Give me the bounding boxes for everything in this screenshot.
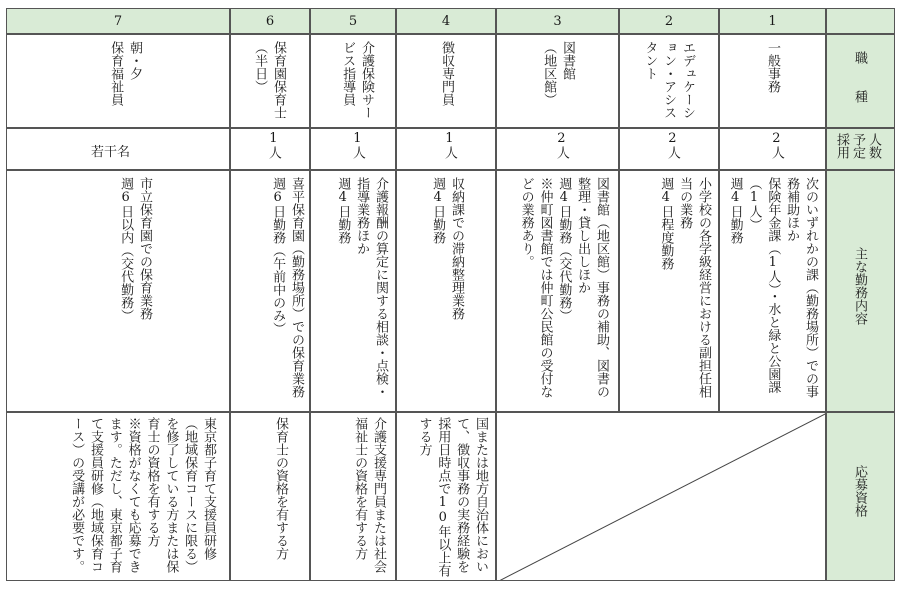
job-title-4 xyxy=(396,34,496,128)
duties-2 xyxy=(619,170,719,412)
job-title-2-text: エデュケーション・アシスタント xyxy=(642,41,695,119)
job-title-2 xyxy=(619,34,719,128)
col-number-2: 2 xyxy=(619,8,719,34)
row-header-count-line1: 採用 xyxy=(834,133,849,159)
job-title-4-text: 徴収専門員 xyxy=(439,41,454,106)
duties-6 xyxy=(230,170,310,412)
row-header-count xyxy=(826,128,895,170)
col-number-3: 3 xyxy=(496,8,619,34)
job-title-6 xyxy=(230,34,310,128)
qualification-7-text: 東京都子育て支援員研修（地域保育コースに限る）を修了している方または保育士の資格を有する方 ※資格がなくても応募できます。ただし、東京都子育て支援員研修（地域保育コース）の受講が必要です。 xyxy=(69,417,216,573)
duties-4-text: 収納課での滞納整理業務 週4日勤務 xyxy=(430,177,464,320)
qualification-4 xyxy=(396,412,496,581)
count-1-text: 2人 xyxy=(768,131,784,159)
col-number-4: 4 xyxy=(396,8,496,34)
row-header-qualification-text: 応募資格 xyxy=(852,465,867,517)
duties-3-text: 図書館（地区館）事務の補助、図書の整理・貸し出しほか 週4日勤務（交代勤務） ※仲町図書館では仲町公民館の受付などの業務あり。 xyxy=(518,177,609,398)
duties-1-text: 次のいずれかの課（勤務場所）での事務補助ほか 保険年金課（1人）・水と緑と公園課（1人） 週4日勤務 xyxy=(727,177,818,398)
duties-6-text: 喜平保育園（勤務場所）での保育業務 週6日勤務（午前中のみ） xyxy=(270,177,304,398)
col-number-5: 5 xyxy=(310,8,396,34)
job-title-1-text: 一般事務 xyxy=(765,41,780,93)
job-title-3-text: 図書館 （地区館） xyxy=(541,41,575,106)
col-number-1: 1 xyxy=(719,8,826,34)
row-header-count-line3: 人数 xyxy=(866,133,881,159)
count-2-text: 2人 xyxy=(664,131,680,159)
recruitment-table xyxy=(6,8,895,581)
row-header-job-title xyxy=(826,34,895,128)
duties-5 xyxy=(310,170,396,412)
diagonal-slash-line xyxy=(497,413,826,581)
row-header-duties xyxy=(826,170,895,412)
count-3-text: 2人 xyxy=(553,131,569,159)
row-header-duties-text: 主な勤務内容 xyxy=(852,247,867,325)
count-5 xyxy=(310,128,396,170)
col-number-6: 6 xyxy=(230,8,310,34)
count-4 xyxy=(396,128,496,170)
count-1 xyxy=(719,128,826,170)
job-title-5-text: 介護保険サービス指導員 xyxy=(340,41,374,119)
qualification-6 xyxy=(230,412,310,581)
count-4-text: 1人 xyxy=(441,131,457,159)
qualification-5 xyxy=(310,412,396,581)
job-title-7 xyxy=(6,34,230,128)
qualification-4-text: 国または地方自治体において、徴収事務の実務経験を採用日時点で10年以上有する方 xyxy=(416,417,488,577)
corner-cell xyxy=(826,8,895,34)
count-7-text: 若干名 xyxy=(91,145,131,160)
count-7 xyxy=(6,128,230,170)
duties-5-text: 介護報酬の算定に関する相談・点検・指導業務ほか 週4日勤務 xyxy=(335,177,388,398)
qualification-5-text: 介護支援専門員または社会福祉士の資格を有する方 xyxy=(352,417,386,573)
row-header-count-line2: 予定 xyxy=(850,133,865,159)
qualification-7 xyxy=(6,412,230,581)
job-title-7-text: 朝・夕 保育福祉員 xyxy=(108,41,142,106)
count-5-text: 1人 xyxy=(349,131,365,159)
count-3 xyxy=(496,128,619,170)
qualification-1-3-not-applicable xyxy=(496,412,826,581)
count-6 xyxy=(230,128,310,170)
col-number-7: 7 xyxy=(6,8,230,34)
duties-4 xyxy=(396,170,496,412)
job-title-3 xyxy=(496,34,619,128)
job-title-6-text: 保育園保育士（半日） xyxy=(252,41,286,119)
qualification-6-text: 保育士の資格を有する方 xyxy=(273,417,288,560)
duties-3 xyxy=(496,170,619,412)
duties-2-text: 小学校の各学級経営における副担任相当の業務 週4日程度勤務 xyxy=(658,177,711,398)
count-2 xyxy=(619,128,719,170)
duties-7 xyxy=(6,170,230,412)
duties-7-text: 市立保育園での保育業務 週6日以内（交代勤務） xyxy=(118,177,152,322)
row-header-qualification xyxy=(826,412,895,581)
job-title-5 xyxy=(310,34,396,128)
count-6-text: 1人 xyxy=(265,131,281,159)
duties-1 xyxy=(719,170,826,412)
job-title-1 xyxy=(719,34,826,128)
row-header-job-title-text: 職 種 xyxy=(852,51,867,103)
